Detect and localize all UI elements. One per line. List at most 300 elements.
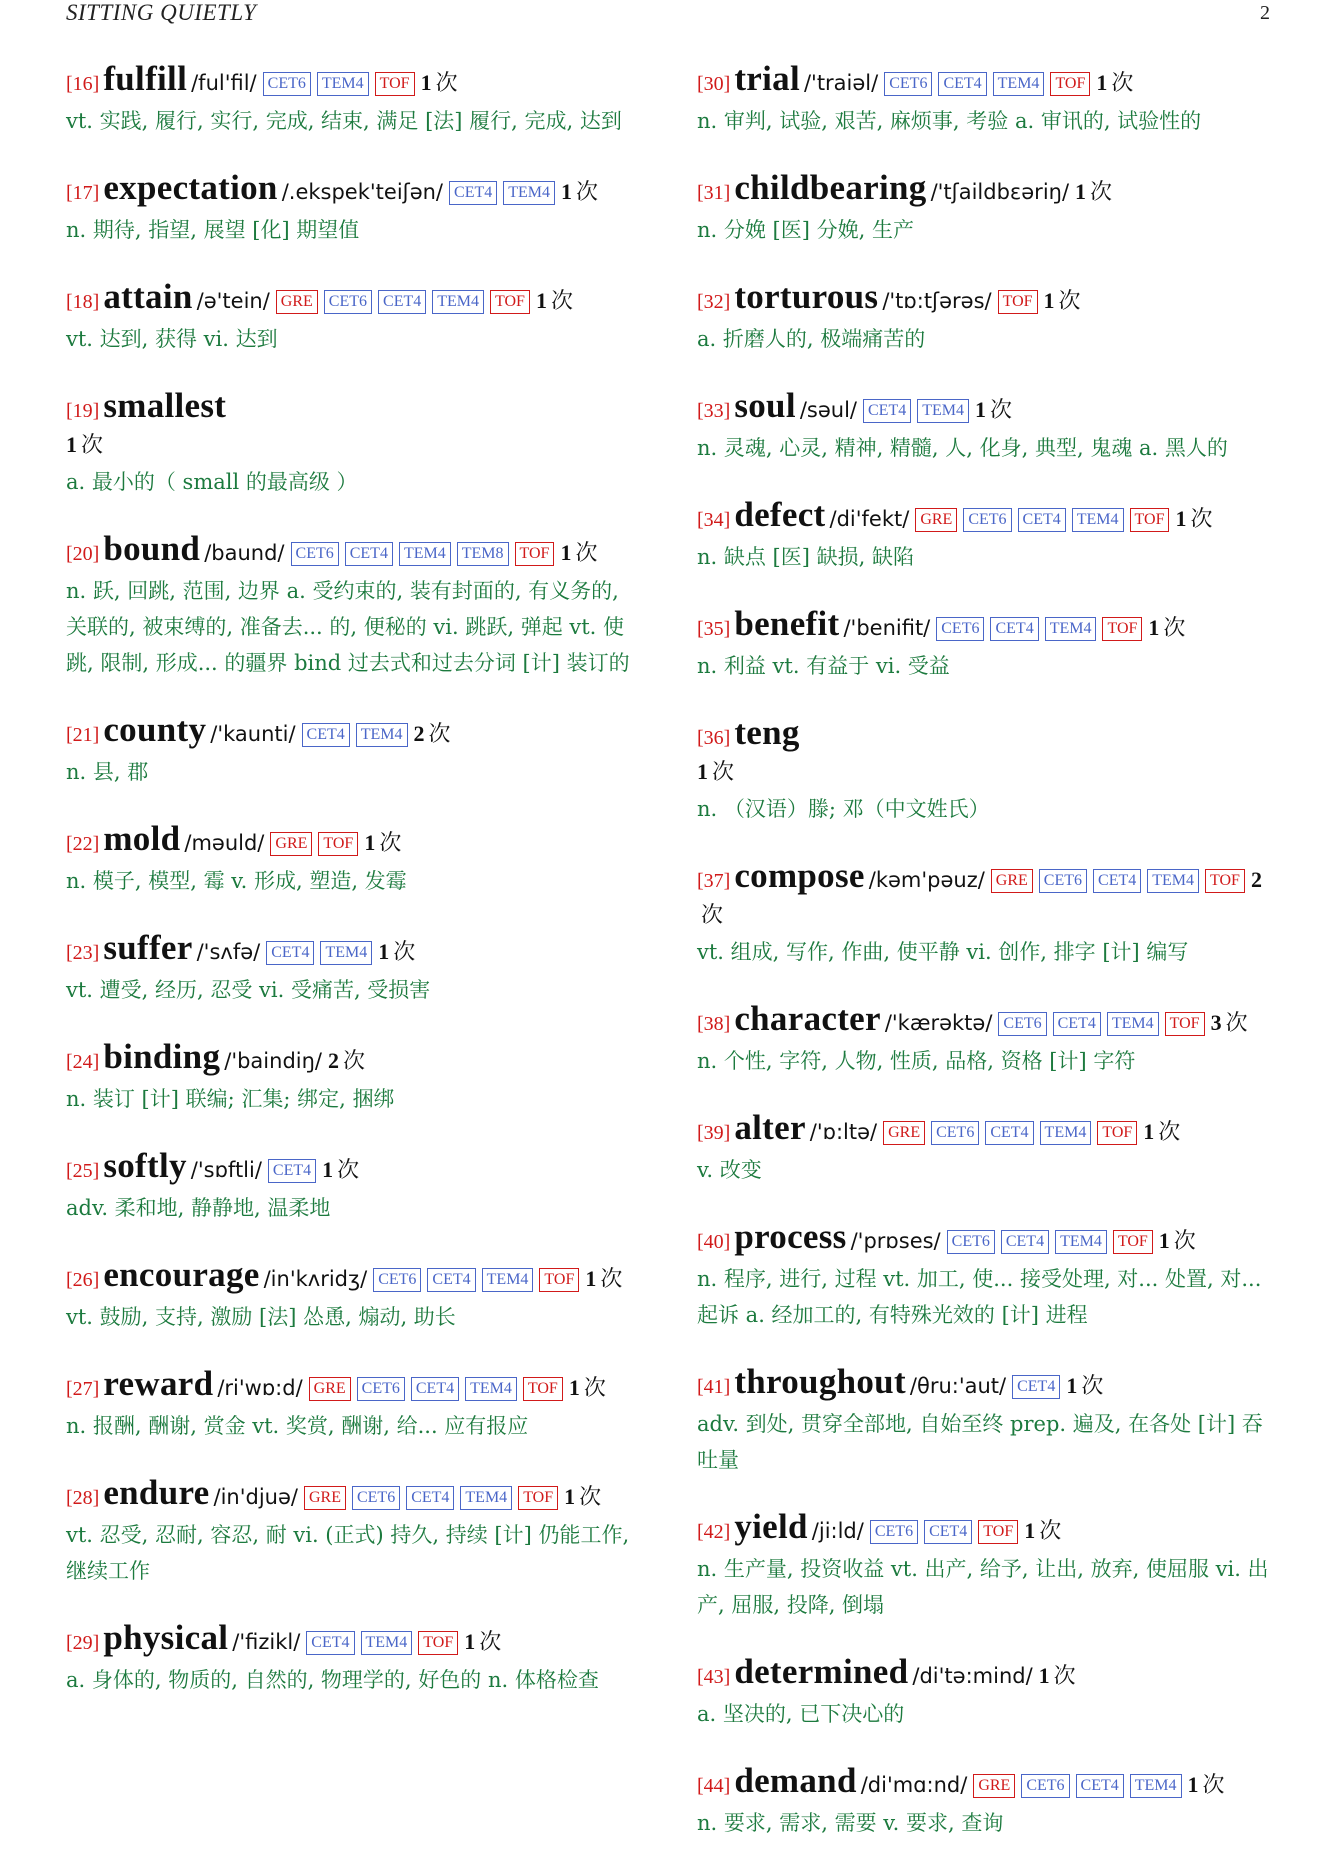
entry-number: [25]	[66, 1160, 100, 1182]
entry-headline	[697, 277, 1277, 319]
occurrence-count	[569, 1375, 606, 1400]
definition: n. 报酬, 酬谢, 赏金 vt. 奖赏, 酬谢, 给... 应有报应	[66, 1414, 529, 1438]
exam-tag: CET6	[936, 617, 984, 641]
entry-headline	[697, 1507, 1277, 1549]
exam-tag: CET6	[324, 290, 372, 314]
exam-tag: TEM4	[460, 1486, 512, 1510]
entry-number: [37]	[697, 870, 731, 892]
pronunciation: /'ɒ:ltə/	[809, 1120, 878, 1144]
count-value: 1	[1096, 70, 1108, 95]
pronunciation: /'kærəktə/	[884, 1011, 993, 1035]
headword: county	[103, 710, 207, 749]
entry-headline	[697, 999, 1277, 1041]
headword: fulfill	[103, 59, 188, 98]
pronunciation: /'prɒses/	[850, 1229, 941, 1253]
entry-number: [20]	[66, 543, 100, 565]
count-value: 2	[1250, 867, 1262, 892]
headword: bound	[103, 529, 201, 568]
count-value: 1	[1038, 1663, 1050, 1688]
entry-headline	[66, 386, 646, 462]
exam-tag: CET4	[266, 941, 314, 965]
count-suffix: 次	[337, 1157, 360, 1182]
count-value: 1	[975, 397, 986, 422]
occurrence-count	[1175, 506, 1212, 531]
entry-headline	[66, 277, 646, 319]
running-header-title: SITTING QUIETLY	[66, 0, 257, 25]
headword: suffer	[103, 928, 193, 967]
definition: vt. 组成, 写作, 作曲, 使平静 vi. 创作, 排字 [计] 编写	[697, 940, 1189, 964]
count-value: 1	[1043, 288, 1055, 313]
entry-headline	[66, 59, 646, 101]
count-suffix: 次	[1081, 1373, 1104, 1398]
count-suffix: 次	[428, 721, 451, 746]
count-value: 1	[464, 1629, 476, 1654]
entry-number: [18]	[66, 291, 100, 313]
exam-tag: CET4	[406, 1486, 454, 1510]
entry-number: [24]	[66, 1051, 100, 1073]
exam-tag: CET6	[884, 72, 932, 96]
pronunciation: /.ekspek'teiʃən/	[281, 180, 444, 204]
exam-tag: TOF	[318, 832, 358, 856]
entry-number: [26]	[66, 1269, 100, 1291]
vocab-entry	[66, 1364, 646, 1444]
count-suffix: 次	[1111, 70, 1134, 95]
entry-number: [22]	[66, 833, 100, 855]
headword: expectation	[103, 168, 278, 207]
headword: teng	[734, 713, 800, 752]
exam-tag: TOF	[998, 290, 1038, 314]
headword: binding	[103, 1037, 221, 1076]
definition: n. 装订 [计] 联编; 汇集; 绑定, 捆绑	[66, 1087, 395, 1111]
count-value: 1	[1143, 1119, 1155, 1144]
count-value: 1	[1187, 1772, 1199, 1797]
occurrence-count	[564, 1484, 601, 1509]
count-value: 1	[561, 179, 573, 204]
vocab-entry	[697, 999, 1277, 1079]
exam-tag: TOF	[375, 72, 415, 96]
pronunciation: /kəm'pəuz/	[868, 868, 985, 892]
occurrence-count	[378, 939, 415, 964]
occurrence-count	[1044, 288, 1081, 313]
headword: character	[734, 999, 881, 1038]
exam-tag: TOF	[978, 1520, 1018, 1544]
vocab-entry	[66, 1037, 646, 1117]
definition: v. 改变	[697, 1158, 762, 1182]
occurrence-count	[66, 432, 103, 457]
count-value: 1	[564, 1484, 576, 1509]
vocab-entry	[697, 856, 1277, 970]
exam-tag: CET4	[427, 1268, 475, 1292]
definition: vt. 鼓励, 支持, 激励 [法] 怂恿, 煽动, 助长	[66, 1305, 456, 1329]
entry-number: [32]	[697, 291, 731, 313]
headword: torturous	[734, 277, 879, 316]
count-suffix: 次	[435, 70, 458, 95]
vocab-entry	[66, 1255, 646, 1335]
page-number: 2	[1260, 2, 1270, 24]
left-column	[66, 59, 646, 1730]
count-value: 1	[1024, 1518, 1036, 1543]
count-suffix: 次	[393, 939, 416, 964]
vocab-entry	[697, 713, 1277, 827]
vocab-entry	[697, 1362, 1277, 1478]
entry-number: [36]	[697, 727, 731, 749]
entry-number: [34]	[697, 509, 731, 531]
count-suffix: 次	[1163, 615, 1186, 640]
occurrence-count	[1075, 179, 1112, 204]
headword: benefit	[734, 604, 840, 643]
exam-tag: GRE	[304, 1486, 346, 1510]
definition: n. （汉语）滕; 邓（中文姓氏）	[697, 797, 990, 821]
exam-tag: TOF	[1102, 617, 1142, 641]
entry-number: [21]	[66, 724, 100, 746]
vocab-entry	[697, 1507, 1277, 1623]
exam-tag: GRE	[915, 508, 957, 532]
pronunciation: /ful'fil/	[191, 71, 257, 95]
count-value: 2	[413, 721, 425, 746]
count-value: 3	[1210, 1010, 1222, 1035]
exam-tag: TEM4	[317, 72, 369, 96]
occurrence-count	[975, 397, 1012, 422]
entry-headline	[697, 1108, 1277, 1150]
entry-headline	[697, 1217, 1277, 1259]
count-value: 1	[1148, 615, 1160, 640]
exam-tag: TOF	[1205, 869, 1245, 893]
exam-tag: CET4	[306, 1631, 354, 1655]
vocab-entry	[697, 277, 1277, 357]
exam-tag: TEM4	[356, 723, 408, 747]
entry-headline	[697, 1652, 1277, 1694]
pronunciation: /ji:ld/	[811, 1519, 864, 1543]
definition: adv. 柔和地, 静静地, 温柔地	[66, 1196, 331, 1220]
pronunciation: /'tʃaildbεəriŋ/	[930, 180, 1070, 204]
count-value: 1	[322, 1157, 334, 1182]
definition: vt. 实践, 履行, 实行, 完成, 结束, 满足 [法] 履行, 完成, 达到	[66, 109, 622, 133]
exam-tag: GRE	[991, 869, 1033, 893]
count-suffix: 次	[479, 1629, 502, 1654]
count-suffix: 次	[600, 1266, 623, 1291]
vocab-entry	[66, 1146, 646, 1226]
entry-headline	[66, 1364, 646, 1406]
entry-number: [23]	[66, 942, 100, 964]
exam-tag: CET4	[1093, 869, 1141, 893]
occurrence-count	[1066, 1373, 1103, 1398]
exam-tag: CET4	[863, 399, 911, 423]
exam-tag: CET4	[1012, 1375, 1060, 1399]
exam-tag: TEM4	[361, 1631, 413, 1655]
entry-number: [44]	[697, 1775, 731, 1797]
definition: vt. 忍受, 忍耐, 容忍, 耐 vi. (正式) 持久, 持续 [计] 仍能工作, 继续工作	[66, 1523, 630, 1583]
exam-tag: CET4	[302, 723, 350, 747]
definition: n. 县, 郡	[66, 760, 149, 784]
count-value: 2	[328, 1048, 339, 1073]
count-value: 1	[1075, 179, 1087, 204]
pronunciation: /ri'wɒ:d/	[217, 1376, 303, 1400]
occurrence-count	[1148, 615, 1185, 640]
vocab-entry	[697, 1761, 1277, 1841]
vocab-entry	[697, 386, 1277, 466]
definition: a. 坚决的, 已下决心的	[697, 1702, 905, 1726]
entry-number: [35]	[697, 618, 731, 640]
vocab-entry	[66, 59, 646, 139]
exam-tag: CET6	[263, 72, 311, 96]
count-value: 1	[535, 288, 547, 313]
pronunciation: /baund/	[204, 541, 285, 565]
definition: n. 分娩 [医] 分娩, 生产	[697, 218, 914, 242]
vocab-entry	[697, 495, 1277, 575]
count-suffix: 次	[81, 432, 104, 457]
definition: n. 审判, 试验, 艰苦, 麻烦事, 考验 a. 审讯的, 试验性的	[697, 109, 1202, 133]
exam-tag: TOF	[418, 1631, 458, 1655]
pronunciation: /'kaunti/	[210, 722, 296, 746]
entry-headline	[66, 1255, 646, 1297]
exam-tag: CET6	[352, 1486, 400, 1510]
headword: childbearing	[734, 168, 927, 207]
count-suffix: 次	[550, 288, 573, 313]
headword: physical	[103, 1618, 229, 1657]
exam-tag: CET4	[1018, 508, 1066, 532]
pronunciation: /di'fekt/	[829, 507, 910, 531]
entry-headline	[66, 928, 646, 970]
definition: n. 跃, 回跳, 范围, 边界 a. 受约束的, 装有封面的, 有义务的, 关联的, 被束缚的, 准备去... 的, 便秘的 vi. 跳跃, 弹起 vt. 使跳, 限制, 形成... 的疆界 bind 过去式和过去分词 [计] 装订的	[66, 579, 630, 675]
exam-tag: TEM4	[917, 399, 969, 423]
count-suffix: 次	[1190, 506, 1213, 531]
exam-tag: CET4	[1001, 1230, 1049, 1254]
definition: a. 折磨人的, 极端痛苦的	[697, 327, 926, 351]
exam-tag: CET6	[373, 1268, 421, 1292]
occurrence-count	[1024, 1518, 1061, 1543]
pronunciation: /di'tə:mind/	[912, 1664, 1033, 1688]
count-value: 1	[66, 432, 77, 457]
vocab-entry	[697, 604, 1277, 684]
pronunciation: /'benifit/	[843, 616, 931, 640]
exam-tag: CET6	[357, 1377, 405, 1401]
entry-number: [33]	[697, 400, 731, 422]
definition: n. 利益 vt. 有益于 vi. 受益	[697, 654, 950, 678]
occurrence-count	[585, 1266, 622, 1291]
entry-headline	[697, 59, 1277, 101]
exam-tag: TEM4	[1040, 1121, 1092, 1145]
exam-tag: GRE	[309, 1377, 351, 1401]
count-suffix: 次	[1053, 1663, 1076, 1688]
exam-tag: CET6	[291, 542, 339, 566]
occurrence-count	[1188, 1772, 1225, 1797]
exam-tag: GRE	[883, 1121, 925, 1145]
vocab-entry	[66, 1473, 646, 1589]
pronunciation: /məuld/	[184, 831, 265, 855]
entry-headline	[66, 710, 646, 752]
occurrence-count	[560, 540, 597, 565]
definition: a. 最小的（ small 的最高级 ）	[66, 470, 358, 494]
entry-headline	[697, 856, 1277, 932]
entry-number: [17]	[66, 182, 100, 204]
headword: soul	[734, 386, 796, 425]
headword: encourage	[103, 1255, 260, 1294]
count-value: 1	[1158, 1228, 1170, 1253]
occurrence-count	[1211, 1010, 1248, 1035]
occurrence-count	[1159, 1228, 1196, 1253]
definition: n. 灵魂, 心灵, 精神, 精髓, 人, 化身, 典型, 鬼魂 a. 黑人的	[697, 436, 1228, 460]
definition: n. 模子, 模型, 霉 v. 形成, 塑造, 发霉	[66, 869, 407, 893]
exam-tag: CET4	[411, 1377, 459, 1401]
exam-tag: TEM8	[457, 542, 509, 566]
definition: vt. 达到, 获得 vi. 达到	[66, 327, 278, 351]
exam-tag: CET6	[1021, 1774, 1069, 1798]
definition: n. 生产量, 投资收益 vt. 出产, 给予, 让出, 放弃, 使屈服 vi. 出产, 屈服, 投降, 倒塌	[697, 1557, 1269, 1617]
pronunciation: /'traiəl/	[803, 71, 879, 95]
entry-headline	[66, 1618, 646, 1660]
occurrence-count	[364, 830, 401, 855]
vocab-entry	[66, 1618, 646, 1698]
exam-tag: TEM4	[1107, 1012, 1159, 1036]
exam-tag: TOF	[1097, 1121, 1137, 1145]
entry-number: [31]	[697, 182, 731, 204]
count-value: 1	[364, 830, 376, 855]
headword: softly	[103, 1146, 187, 1185]
exam-tag: CET4	[268, 1159, 316, 1183]
headword: throughout	[734, 1362, 906, 1401]
exam-tag: CET4	[938, 72, 986, 96]
exam-tag: CET6	[1039, 869, 1087, 893]
count-suffix: 次	[1039, 1518, 1062, 1543]
entry-headline	[697, 386, 1277, 428]
entry-headline	[697, 1761, 1277, 1803]
entry-number: [39]	[697, 1122, 731, 1144]
occurrence-count	[464, 1629, 501, 1654]
count-suffix: 次	[1225, 1010, 1248, 1035]
definition: n. 缺点 [医] 缺损, 缺陷	[697, 545, 914, 569]
entry-headline	[66, 168, 646, 210]
exam-tag: CET4	[1076, 1774, 1124, 1798]
pronunciation: /in'kʌridʒ/	[263, 1267, 368, 1291]
pronunciation: /'sʌfə/	[196, 940, 261, 964]
entry-number: [41]	[697, 1376, 731, 1398]
entry-headline	[66, 1146, 646, 1188]
count-suffix: 次	[1058, 288, 1081, 313]
headword: attain	[103, 277, 193, 316]
count-suffix: 次	[343, 1048, 366, 1073]
count-value: 1	[568, 1375, 580, 1400]
count-value: 1	[585, 1266, 597, 1291]
headword: reward	[103, 1364, 214, 1403]
entry-headline	[697, 713, 1277, 789]
count-suffix: 次	[701, 902, 724, 927]
entry-number: [40]	[697, 1231, 731, 1253]
exam-tag: TEM4	[503, 181, 555, 205]
exam-tag: TOF	[518, 1486, 558, 1510]
exam-tag: CET6	[931, 1121, 979, 1145]
exam-tag: TOF	[1113, 1230, 1153, 1254]
entry-number: [38]	[697, 1013, 731, 1035]
count-value: 1	[420, 70, 432, 95]
definition: n. 程序, 进行, 过程 vt. 加工, 使... 接受处理, 对... 处置, 对... 起诉 a. 经加工的, 有特殊光效的 [计] 进程	[697, 1267, 1262, 1327]
pronunciation: /θru:'aut/	[909, 1374, 1007, 1398]
entry-headline	[66, 819, 646, 861]
entry-headline	[697, 168, 1277, 210]
exam-tag: TEM4	[482, 1268, 534, 1292]
occurrence-count	[536, 288, 573, 313]
entry-number: [16]	[66, 73, 100, 95]
headword: smallest	[103, 386, 227, 425]
vocab-entry	[66, 529, 646, 681]
vocab-entry	[697, 59, 1277, 139]
exam-tag: CET4	[378, 290, 426, 314]
count-value: 1	[697, 759, 708, 784]
exam-tag: CET4	[345, 542, 393, 566]
exam-tag: TEM4	[1147, 869, 1199, 893]
vocab-entry	[697, 1217, 1277, 1333]
count-suffix: 次	[583, 1375, 606, 1400]
exam-tag: TEM4	[432, 290, 484, 314]
entry-headline	[697, 495, 1277, 537]
exam-tag: CET6	[998, 1012, 1046, 1036]
definition: adv. 到处, 贯穿全部地, 自始至终 prep. 遍及, 在各处 [计] 吞吐量	[697, 1412, 1263, 1472]
vocab-entry	[66, 168, 646, 248]
definition: n. 个性, 字符, 人物, 性质, 品格, 资格 [计] 字符	[697, 1049, 1136, 1073]
entry-headline	[697, 1362, 1277, 1404]
exam-tag: TEM4	[1055, 1230, 1107, 1254]
count-suffix: 次	[1090, 179, 1113, 204]
count-suffix: 次	[712, 759, 735, 784]
vocab-entry	[697, 1652, 1277, 1732]
exam-tag: TEM4	[1130, 1774, 1182, 1798]
entry-headline	[66, 1473, 646, 1515]
headword: mold	[103, 819, 181, 858]
vocab-entry	[66, 386, 646, 500]
entry-number: [19]	[66, 400, 100, 422]
pronunciation: /'fizikl/	[232, 1630, 301, 1654]
headword: yield	[734, 1507, 808, 1546]
count-value: 1	[1175, 506, 1187, 531]
exam-tag: CET4	[1053, 1012, 1101, 1036]
pronunciation: /ə'tein/	[196, 289, 270, 313]
entry-number: [42]	[697, 1521, 731, 1543]
count-suffix: 次	[1173, 1228, 1196, 1253]
exam-tag: GRE	[276, 290, 318, 314]
count-suffix: 次	[576, 179, 599, 204]
exam-tag: CET4	[985, 1121, 1033, 1145]
headword: defect	[734, 495, 826, 534]
vocab-entry	[697, 1108, 1277, 1188]
exam-tag: CET6	[947, 1230, 995, 1254]
entry-headline	[66, 1037, 646, 1079]
headword: trial	[734, 59, 800, 98]
exam-tag: GRE	[270, 832, 312, 856]
pronunciation: /di'mɑ:nd/	[860, 1773, 968, 1797]
entry-number: [29]	[66, 1632, 100, 1654]
headword: compose	[734, 856, 865, 895]
occurrence-count	[322, 1157, 359, 1182]
vocab-entry	[66, 277, 646, 357]
occurrence-count	[561, 179, 598, 204]
exam-tag: TEM4	[320, 941, 372, 965]
pronunciation: /'tɒ:tʃərəs/	[882, 289, 992, 313]
occurrence-count	[1039, 1663, 1076, 1688]
definition: n. 期待, 指望, 展望 [化] 期望值	[66, 218, 360, 242]
count-suffix: 次	[1158, 1119, 1181, 1144]
exam-tag: TOF	[1130, 508, 1170, 532]
exam-tag: TOF	[515, 542, 555, 566]
definition: n. 要求, 需求, 需要 v. 要求, 查询	[697, 1811, 1004, 1835]
exam-tag: TEM4	[1072, 508, 1124, 532]
vocab-entry	[66, 710, 646, 790]
entry-number: [27]	[66, 1378, 100, 1400]
definition: vt. 遭受, 经历, 忍受 vi. 受痛苦, 受损害	[66, 978, 431, 1002]
occurrence-count	[414, 721, 451, 746]
count-value: 1	[1066, 1373, 1078, 1398]
right-column	[697, 59, 1277, 1873]
count-suffix: 次	[1202, 1772, 1225, 1797]
exam-tag: TOF	[539, 1268, 579, 1292]
